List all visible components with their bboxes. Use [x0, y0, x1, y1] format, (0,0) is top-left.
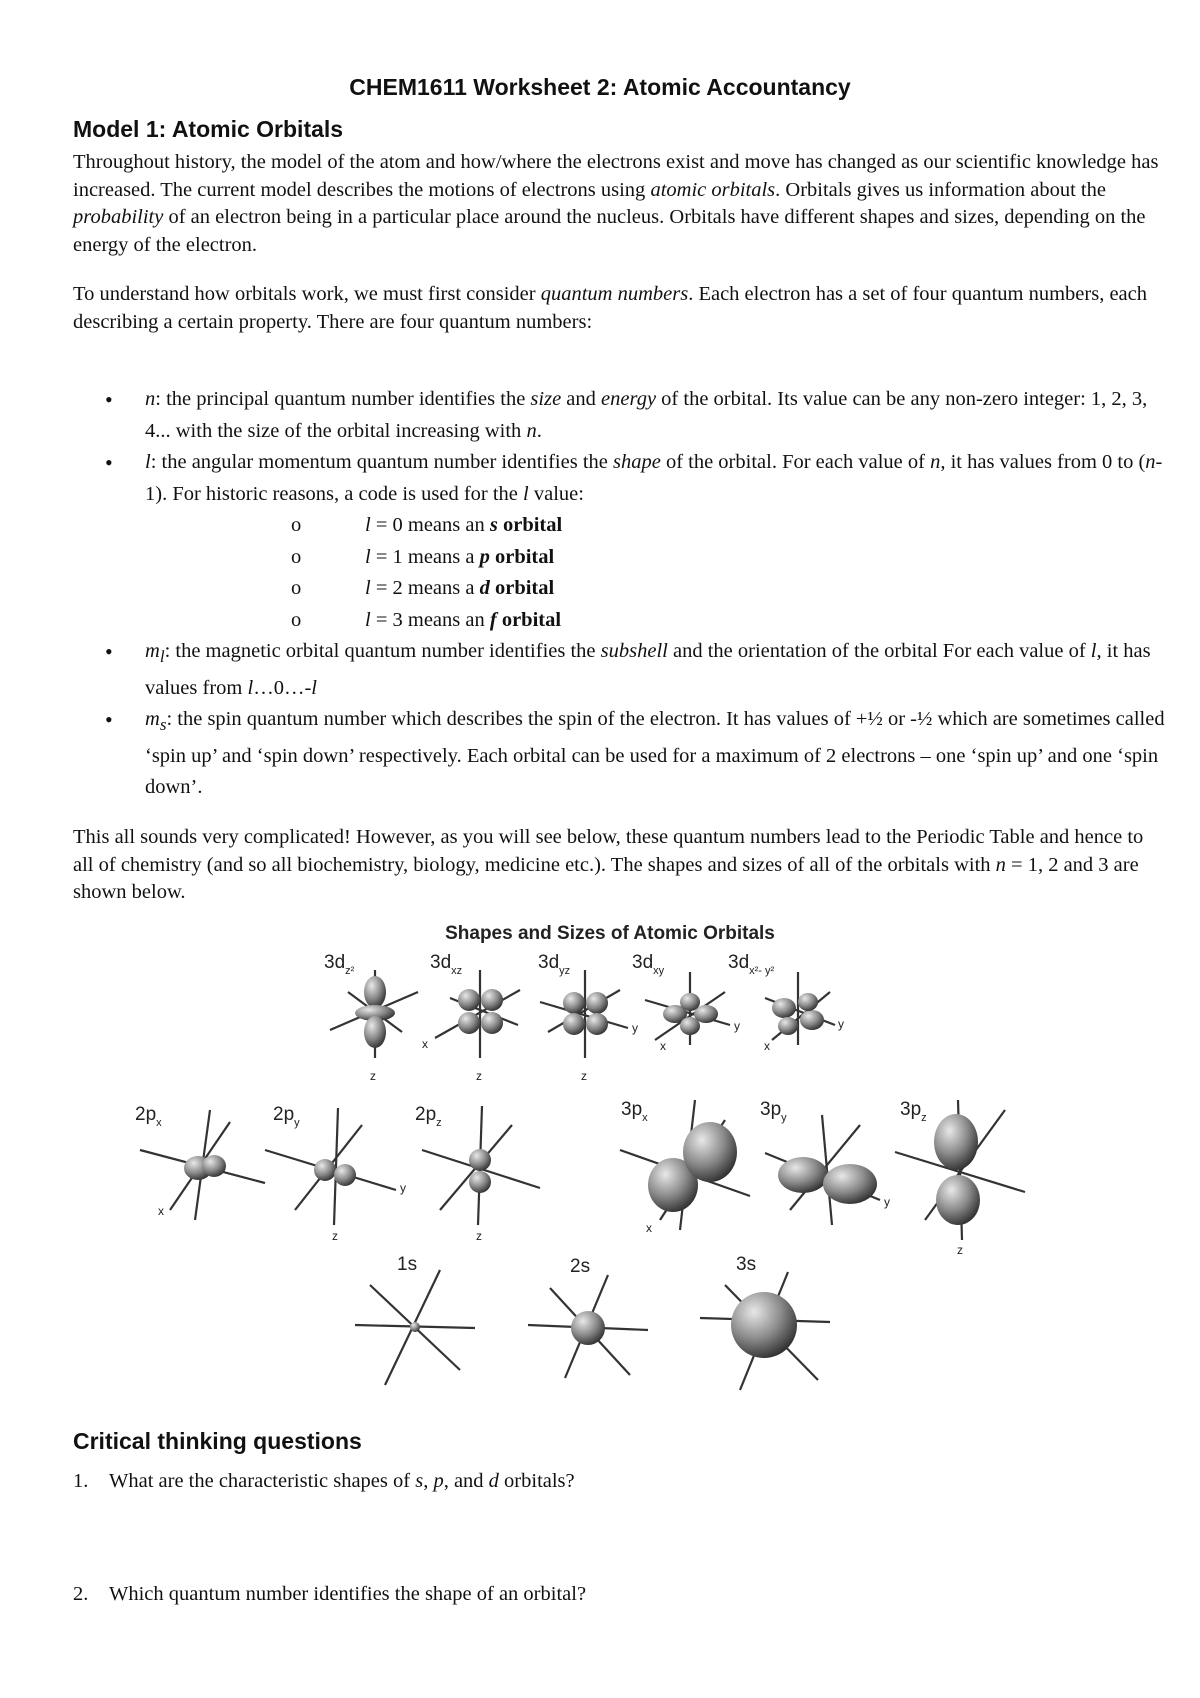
svg-text:y: y: [734, 1019, 740, 1033]
orbital-code-list: [145, 510, 1173, 636]
svg-text:2s: 2s: [570, 1256, 591, 1277]
svg-text:x: x: [158, 1204, 164, 1218]
orbital-code-item: o l = 3 means an f orbital: [145, 605, 1173, 637]
orbital-code-item: o l = 2 means a d orbital: [145, 573, 1173, 605]
bullet-magnetic: • $m_l$: the magnetic orbital quantum number identifies the subshell and the orientation of the orbital For each value of l, it has values from l…0…-l: [73, 636, 1173, 704]
page-title: CHEM1611 Worksheet 2: Atomic Accountancy: [349, 74, 851, 100]
svg-text:3px: $3p_x$: [621, 1099, 648, 1124]
orbital-3pz: [895, 1099, 1025, 1257]
svg-text:3dxy: $3d_{xy}$: [632, 952, 665, 977]
svg-text:2pz: $2p_z$: [415, 1104, 442, 1129]
orbital-diagram: [100, 920, 1120, 1420]
bullet-angular: • l: the angular momentum quantum number identifies the shape of the orbital. For each value of n, it has values from 0 to (n-1). For historic reasons, a code is used for the l value: o l = 0 means an s orbital o l = 1 means a p orbital o l = 2 means a d orbital o l = 3 means an f orbital: [73, 447, 1173, 636]
svg-text:2px: $2p_x$: [135, 1104, 162, 1129]
orbital-1s: [355, 1254, 475, 1385]
svg-text:x: x: [660, 1039, 666, 1053]
svg-text:y: y: [838, 1017, 844, 1031]
bullet-spin: • $m_s$: the spin quantum number which describes the spin of the electron. It has values of +½ or -½ which are sometimes called ‘spin up’ and ‘spin down’ respectively. Each orbital can be used for a maximum of 2 electrons – one ‘spin up’ and one ‘spin down’.: [73, 704, 1173, 804]
svg-text:y: y: [884, 1195, 890, 1209]
summary-paragraph: This all sounds very complicated! However, as you will see below, these quantum numbers lead to the Periodic Table and hence to all of chemistry (and so all biochemistry, biology, medicine etc.). The shapes and sizes of all of the orbitals with n = 1, 2 and 3 are shown below.: [73, 826, 1144, 903]
model-heading: Model 1: Atomic Orbitals: [73, 116, 344, 142]
svg-text:z: z: [332, 1229, 338, 1243]
svg-text:y: y: [632, 1021, 638, 1035]
svg-text:3dxz: $3d_{xz}$: [430, 952, 463, 977]
svg-text:x: x: [764, 1039, 770, 1053]
svg-text:x: x: [422, 1037, 428, 1051]
orbital-3dyz: [538, 952, 638, 1083]
orbital-3py: [760, 1099, 890, 1225]
orbital-3px: [620, 1099, 750, 1235]
orbital-3dxy: [632, 952, 740, 1053]
svg-text:3dx²- y²: $3d_{x^2- y^2}$: [728, 952, 775, 977]
svg-text:z: z: [370, 1069, 376, 1083]
orbital-3dx2y2: [728, 952, 844, 1053]
critical-thinking-heading: Critical thinking questions: [73, 1428, 362, 1454]
orbital-2py: [265, 1104, 406, 1243]
svg-text:3dyz: $3d_{yz}$: [538, 952, 571, 977]
orbital-3s: [700, 1254, 830, 1390]
orbital-code-item: o l = 0 means an s orbital: [145, 510, 1173, 542]
orbital-3dxz: [422, 952, 520, 1083]
intro-paragraph: Throughout history, the model of the atom and how/where the electrons exist and move has changed as our scientific knowledge has increased. The current model describes the motions of electrons using atomic orbitals. Orbitals gives us information about the probability of an electron being in a particular place around the nucleus. Orbitals have different shapes and sizes, depending on the energy of the electron.: [73, 151, 1159, 256]
orbital-3dz2: [324, 952, 418, 1083]
orbital-2pz: [415, 1104, 540, 1243]
question-2: 2. Which quantum number identifies the shape of an orbital?: [73, 1583, 587, 1605]
bullet-principal: • n: the principal quantum number identifies the size and energy of the orbital. Its value can be any non-zero integer: 1, 2, 3, 4... with the size of the orbital increasing with n.: [73, 384, 1173, 447]
orbital-2s: [528, 1256, 648, 1378]
svg-text:y: y: [400, 1181, 406, 1195]
svg-text:z: z: [476, 1069, 482, 1083]
svg-text:3pz: $3p_z$: [900, 1099, 927, 1124]
svg-text:z: z: [957, 1243, 963, 1257]
quantum-intro-paragraph: To understand how orbitals work, we must first consider quantum numbers. Each electron has a set of four quantum numbers, each describing a certain property. There are four quantum numbers:: [73, 283, 1148, 333]
svg-text:x: x: [646, 1221, 652, 1235]
orbital-code-item: o l = 1 means a p orbital: [145, 542, 1173, 574]
question-1: 1. What are the characteristic shapes of s, p, and d orbitals?: [73, 1470, 575, 1492]
svg-text:3s: 3s: [736, 1254, 757, 1275]
svg-text:z: z: [581, 1069, 587, 1083]
svg-text:3py: $3p_y$: [760, 1099, 787, 1124]
svg-text:3dz²: $3d_{z^2}$: [324, 952, 355, 977]
orbital-2px: [135, 1104, 265, 1220]
figure-title: Shapes and Sizes of Atomic Orbitals: [445, 923, 775, 944]
svg-text:1s: 1s: [397, 1254, 418, 1275]
svg-text:z: z: [476, 1229, 482, 1243]
svg-text:2py: $2p_y$: [273, 1104, 300, 1129]
quantum-number-list: [73, 384, 1173, 804]
